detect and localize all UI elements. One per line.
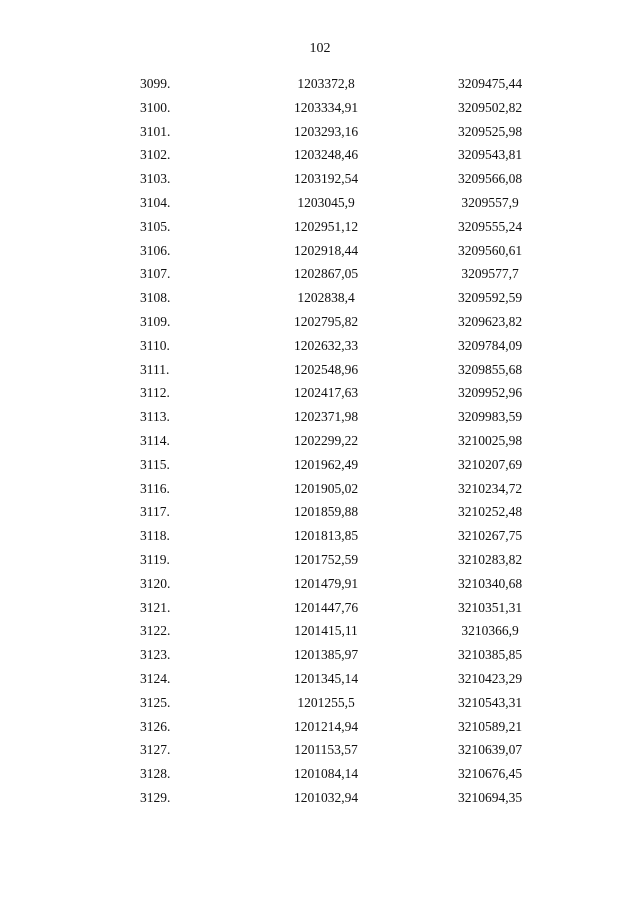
x-coordinate: 1201479,91 xyxy=(293,575,359,591)
table-row xyxy=(0,99,640,123)
point-number: 3116. xyxy=(140,480,170,496)
x-coordinate: 1201813,85 xyxy=(293,528,359,544)
point-number: 3109. xyxy=(140,313,171,329)
x-coordinate: 1202951,12 xyxy=(293,218,359,234)
y-coordinate: 3210340,68 xyxy=(457,575,523,591)
y-coordinate: 3209623,82 xyxy=(457,313,523,329)
y-coordinate: 3209543,81 xyxy=(457,147,523,163)
point-number: 3104. xyxy=(140,194,171,210)
y-coordinate: 3210025,98 xyxy=(457,432,523,448)
y-coordinate: 3209557,9 xyxy=(461,194,519,210)
table-row xyxy=(0,456,640,480)
table-row xyxy=(0,622,640,646)
y-coordinate: 3209560,61 xyxy=(457,242,523,258)
table-row xyxy=(0,408,640,432)
y-coordinate: 3210366,9 xyxy=(461,623,519,639)
table-row xyxy=(0,480,640,504)
table-row xyxy=(0,265,640,289)
point-number: 3114. xyxy=(140,432,170,448)
point-number: 3115. xyxy=(140,456,170,472)
table-row xyxy=(0,384,640,408)
point-number: 3100. xyxy=(140,99,171,115)
table-row xyxy=(0,361,640,385)
point-number: 3129. xyxy=(140,789,171,805)
y-coordinate: 3209592,59 xyxy=(457,290,523,306)
x-coordinate: 1201214,94 xyxy=(293,718,359,734)
page-number: 102 xyxy=(309,41,331,56)
y-coordinate: 3210543,31 xyxy=(457,694,523,710)
table-row xyxy=(0,337,640,361)
point-number: 3106. xyxy=(140,242,171,258)
table-row xyxy=(0,242,640,266)
table-row xyxy=(0,289,640,313)
point-number: 3126. xyxy=(140,718,171,734)
x-coordinate: 1202548,96 xyxy=(293,361,359,377)
x-coordinate: 1203372,8 xyxy=(297,76,355,91)
point-number: 3124. xyxy=(140,670,171,686)
table-row xyxy=(0,670,640,694)
y-coordinate: 3209566,08 xyxy=(457,171,523,187)
y-coordinate: 3210234,72 xyxy=(457,480,523,496)
table-row xyxy=(0,599,640,623)
point-number: 3121. xyxy=(140,599,171,615)
table-row xyxy=(0,527,640,551)
y-coordinate: 3210207,69 xyxy=(457,456,523,472)
table-row xyxy=(0,551,640,575)
table-row xyxy=(0,694,640,718)
table-row xyxy=(0,75,640,99)
table-row xyxy=(0,432,640,456)
x-coordinate: 1201752,59 xyxy=(293,551,359,567)
point-number: 3108. xyxy=(140,290,171,306)
y-coordinate: 3209502,82 xyxy=(457,99,523,115)
table-row xyxy=(0,313,640,337)
coordinates-table xyxy=(0,75,640,813)
table-row xyxy=(0,741,640,765)
x-coordinate: 1202371,98 xyxy=(293,409,359,425)
y-coordinate: 3210385,85 xyxy=(457,647,523,663)
table-row xyxy=(0,646,640,670)
point-number: 3125. xyxy=(140,694,171,710)
point-number: 3101. xyxy=(140,123,171,139)
point-number: 3112. xyxy=(140,385,170,401)
x-coordinate: 1201032,94 xyxy=(293,789,359,805)
point-number: 3107. xyxy=(140,266,171,282)
x-coordinate: 1202632,33 xyxy=(293,337,359,353)
x-coordinate: 1201962,49 xyxy=(293,456,359,472)
x-coordinate: 1201447,76 xyxy=(293,599,359,615)
x-coordinate: 1203334,91 xyxy=(293,99,359,115)
y-coordinate: 3209577,7 xyxy=(461,266,519,282)
x-coordinate: 1203045,9 xyxy=(297,194,355,210)
x-coordinate: 1202299,22 xyxy=(293,432,359,448)
x-coordinate: 1201153,57 xyxy=(294,742,358,758)
y-coordinate: 3209855,68 xyxy=(457,361,523,377)
x-coordinate: 1203192,54 xyxy=(293,171,359,187)
x-coordinate: 1202918,44 xyxy=(293,242,359,258)
y-coordinate: 3210423,29 xyxy=(457,670,523,686)
point-number: 3105. xyxy=(140,218,171,234)
table-row xyxy=(0,218,640,242)
x-coordinate: 1202417,63 xyxy=(293,385,359,401)
point-number: 3099. xyxy=(140,76,171,91)
point-number: 3127. xyxy=(140,742,171,758)
y-coordinate: 3209983,59 xyxy=(457,409,523,425)
y-coordinate: 3209475,44 xyxy=(457,76,523,91)
table-row xyxy=(0,789,640,813)
y-coordinate: 3209784,09 xyxy=(457,337,523,353)
y-coordinate: 3210694,35 xyxy=(457,789,523,805)
y-coordinate: 3209952,96 xyxy=(457,385,523,401)
point-number: 3122. xyxy=(140,623,171,639)
x-coordinate: 1202838,4 xyxy=(297,290,355,306)
table-row xyxy=(0,575,640,599)
point-number: 3123. xyxy=(140,647,171,663)
point-number: 3118. xyxy=(140,528,170,544)
point-number: 3119. xyxy=(140,551,170,567)
y-coordinate: 3210283,82 xyxy=(457,551,523,567)
y-coordinate: 3210639,07 xyxy=(457,742,523,758)
y-coordinate: 3210252,48 xyxy=(457,504,523,520)
x-coordinate: 1201255,5 xyxy=(297,694,355,710)
y-coordinate: 3209525,98 xyxy=(457,123,523,139)
x-coordinate: 1203248,46 xyxy=(293,147,359,163)
table-row xyxy=(0,765,640,789)
point-number: 3113. xyxy=(140,409,170,425)
point-number: 3120. xyxy=(140,575,171,591)
x-coordinate: 1201905,02 xyxy=(293,480,359,496)
x-coordinate: 1201084,14 xyxy=(293,766,359,782)
y-coordinate: 3209555,24 xyxy=(457,218,523,234)
table-row xyxy=(0,146,640,170)
table-row xyxy=(0,503,640,527)
table-row xyxy=(0,194,640,218)
y-coordinate: 3210676,45 xyxy=(457,766,523,782)
point-number: 3102. xyxy=(140,147,171,163)
x-coordinate: 1202795,82 xyxy=(293,313,359,329)
x-coordinate: 1201859,88 xyxy=(293,504,359,520)
x-coordinate: 1201345,14 xyxy=(293,670,359,686)
point-number: 3117. xyxy=(140,504,170,520)
point-number: 3111. xyxy=(140,361,170,377)
x-coordinate: 1201415,11 xyxy=(294,623,358,639)
y-coordinate: 3210351,31 xyxy=(457,599,523,615)
table-row xyxy=(0,123,640,147)
point-number: 3103. xyxy=(140,171,171,187)
y-coordinate: 3210267,75 xyxy=(457,528,523,544)
table-row xyxy=(0,170,640,194)
point-number: 3110. xyxy=(140,337,170,353)
x-coordinate: 1201385,97 xyxy=(293,647,359,663)
table-row xyxy=(0,718,640,742)
point-number: 3128. xyxy=(140,766,171,782)
x-coordinate: 1202867,05 xyxy=(293,266,359,282)
x-coordinate: 1203293,16 xyxy=(293,123,359,139)
y-coordinate: 3210589,21 xyxy=(457,718,523,734)
